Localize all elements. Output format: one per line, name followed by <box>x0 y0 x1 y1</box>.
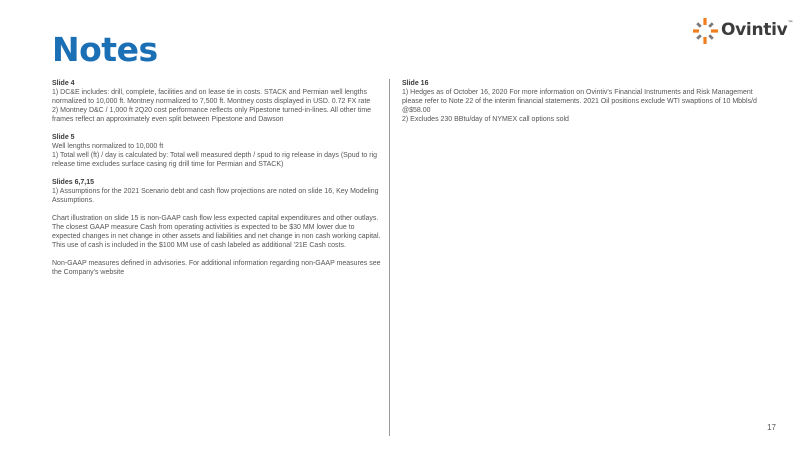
note-heading: Slides 6,7,15 <box>52 179 95 186</box>
notes-right-column <box>402 79 774 133</box>
note-line: 1) Total well (ft) / day is calculated by: Total well measured depth / spud to rig release in days (Spud to rig release time excludes surface casing rig drill time for Permian and STACK) <box>52 152 378 168</box>
logo-trademark: ™ <box>787 20 794 27</box>
note-block <box>402 79 774 124</box>
note-block <box>52 79 382 124</box>
note-line: Well lengths normalized to 10,000 ft <box>52 143 164 150</box>
note-block <box>52 259 382 277</box>
ovintiv-starburst-icon <box>693 14 721 48</box>
column-divider <box>389 79 390 436</box>
note-block <box>52 133 382 169</box>
page-number: 17 <box>767 423 776 432</box>
note-line: Non-GAAP measures defined in advisories. For additional information regarding non-GAAP measures see the Company's website <box>52 260 381 276</box>
note-block <box>52 214 382 250</box>
note-block <box>52 178 382 205</box>
note-heading: Slide 5 <box>52 134 75 141</box>
note-heading: Slide 16 <box>402 80 429 87</box>
note-line: 1) Assumptions for the 2021 Scenario debt and cash flow projections are noted on slide 16, Key Modeling Assumptions. <box>52 188 379 204</box>
note-line: 1) Hedges as of October 16, 2020 For more information on Ovintiv's Financial Instruments and Risk Management please refer to Note 22 of the interim financial statements. 2021 Oil positions exclude WTI swaptions of 10 Mbbls/d @$58.00 <box>402 89 757 114</box>
notes-left-column <box>52 79 382 286</box>
logo-wordmark: Ovintiv™ <box>721 20 794 40</box>
note-line: 2) Montney D&C / 1,000 ft 2Q20 cost performance reflects only Pipestone turned-in-lines. All other time frames reflect an approximately even split between Pipestone and Dawson <box>52 107 372 123</box>
page-title: Notes <box>52 30 158 69</box>
note-line: 2) Excludes 230 BBtu/day of NYMEX call options sold <box>402 116 569 123</box>
note-heading: Slide 4 <box>52 80 75 87</box>
note-line: Chart illustration on slide 15 is non-GAAP cash flow less expected capital expenditures and other outlays. The closest GAAP measure Cash from operating activities is expected to be $30 MM lower due to expected changes in net change in other assets and liabilities and net change in non cash working capital. This use of cash is included in the $100 MM use of cash labeled as additional '21E Cash costs. <box>52 215 381 249</box>
note-line: 1) DC&E includes: drill, complete, facilities and on lease tie in costs. STACK and Permian well lengths normalized to 10,000 ft. Montney normalized to 7,500 ft. Montney costs displayed in USD. 0.72 FX rate <box>52 89 371 105</box>
company-logo <box>693 14 794 48</box>
